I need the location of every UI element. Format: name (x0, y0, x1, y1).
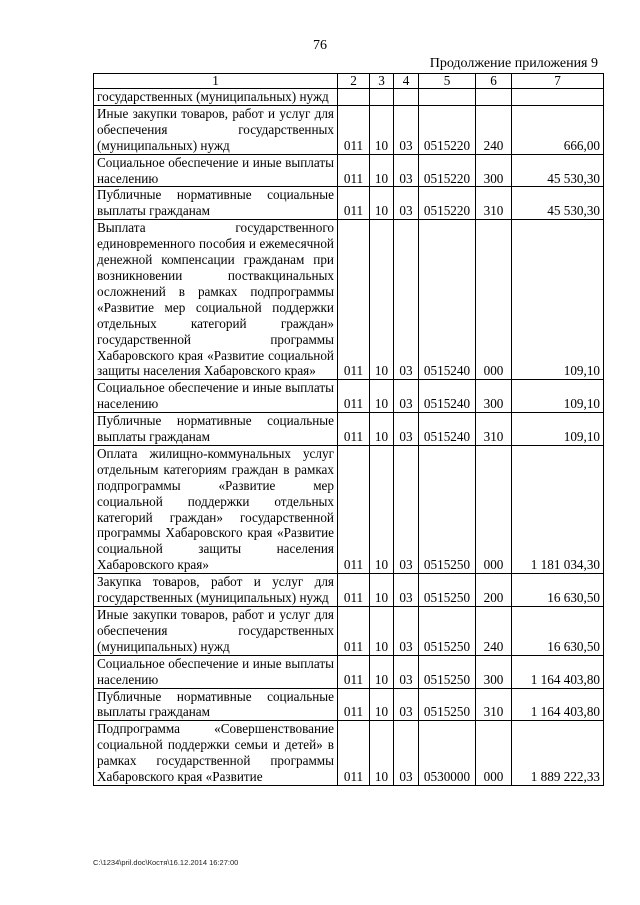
row-name-cell: Социальное обеспечение и иные выплаты населению (94, 655, 338, 688)
page-number: 76 (313, 38, 327, 53)
target-article-cell: 0515220 (419, 187, 476, 220)
row-name-cell: Выплата государственного единовременного пособия и ежемесячной денежной компенсации гражданам при возникновении поствакцинальных осложнений в рамках подпрограммы «Развитие мер социальной поддержки отдельных категорий граждан» государственной программы Хабаровского края «Развитие социальной защиты населения Хабаровского края» (94, 220, 338, 380)
ministry-code-cell: 011 (338, 655, 370, 688)
subsection-code-cell: 03 (394, 607, 419, 656)
target-article-cell: 0515250 (419, 655, 476, 688)
target-article-cell: 0530000 (419, 721, 476, 786)
ministry-code-cell: 011 (338, 413, 370, 446)
table-row (94, 89, 604, 106)
table-row (94, 607, 604, 656)
header-col-5: 5 (419, 74, 476, 89)
amount-cell: 1 181 034,30 (512, 445, 604, 573)
ministry-code-cell: 011 (338, 380, 370, 413)
ministry-code-cell: 011 (338, 688, 370, 721)
header-col-7: 7 (512, 74, 604, 89)
expense-type-cell: 300 (476, 380, 512, 413)
subsection-code-cell: 03 (394, 105, 419, 154)
table-header-row (94, 74, 604, 89)
row-name-cell: Иные закупки товаров, работ и услуг для обеспечения государственных (муниципальных) нужд (94, 607, 338, 656)
section-code-cell: 10 (370, 187, 394, 220)
section-code-cell: 10 (370, 721, 394, 786)
subsection-code-cell: 03 (394, 445, 419, 573)
section-code-cell: 10 (370, 105, 394, 154)
table-row (94, 445, 604, 573)
amount-cell: 109,10 (512, 380, 604, 413)
row-name-cell: Оплата жилищно-коммунальных услуг отдельным категориям граждан в рамках подпрограммы «Развитие мер социальной поддержки отдельных категорий граждан» государственной программы Хабаровского края «Развитие социальной защиты населения Хабаровского края» (94, 445, 338, 573)
ministry-code-cell: 011 (338, 607, 370, 656)
subsection-code-cell: 03 (394, 413, 419, 446)
section-code-cell: 10 (370, 607, 394, 656)
subsection-code-cell: 03 (394, 721, 419, 786)
section-code-cell: 10 (370, 220, 394, 380)
row-name-cell: Социальное обеспечение и иные выплаты населению (94, 154, 338, 187)
amount-cell: 109,10 (512, 413, 604, 446)
expense-type-cell: 240 (476, 105, 512, 154)
expense-type-cell: 300 (476, 655, 512, 688)
expense-type-cell: 200 (476, 574, 512, 607)
row-name-cell: государственных (муниципальных) нужд (94, 89, 338, 106)
table-row (94, 413, 604, 446)
section-code-cell: 10 (370, 154, 394, 187)
expense-type-cell: 000 (476, 220, 512, 380)
row-name-cell: Подпрограмма «Совершенствование социальной поддержки семьи и детей» в рамках государственной программы Хабаровского края «Развитие (94, 721, 338, 786)
row-name-cell: Публичные нормативные социальные выплаты гражданам (94, 187, 338, 220)
subsection-code-cell: 03 (394, 574, 419, 607)
row-name-cell: Публичные нормативные социальные выплаты гражданам (94, 413, 338, 446)
target-article-cell: 0515240 (419, 413, 476, 446)
row-name-cell: Публичные нормативные социальные выплаты гражданам (94, 688, 338, 721)
expense-type-cell: 310 (476, 413, 512, 446)
table-row (94, 574, 604, 607)
header-col-3: 3 (370, 74, 394, 89)
section-code-cell: 10 (370, 413, 394, 446)
subsection-code-cell (394, 89, 419, 106)
expense-type-cell (476, 89, 512, 106)
table-body (94, 89, 604, 786)
continuation-label: Продолжение приложения 9 (429, 56, 598, 71)
header-col-6: 6 (476, 74, 512, 89)
amount-cell: 16 630,50 (512, 607, 604, 656)
amount-cell: 45 530,30 (512, 154, 604, 187)
ministry-code-cell: 011 (338, 721, 370, 786)
ministry-code-cell: 011 (338, 187, 370, 220)
ministry-code-cell (338, 89, 370, 106)
table-row (94, 105, 604, 154)
header-col-2: 2 (338, 74, 370, 89)
target-article-cell: 0515250 (419, 574, 476, 607)
section-code-cell: 10 (370, 380, 394, 413)
table-row (94, 220, 604, 380)
table-row (94, 154, 604, 187)
header-col-4: 4 (394, 74, 419, 89)
target-article-cell (419, 89, 476, 106)
target-article-cell: 0515220 (419, 154, 476, 187)
row-name-cell: Иные закупки товаров, работ и услуг для обеспечения государственных (муниципальных) нужд (94, 105, 338, 154)
amount-cell: 1 889 222,33 (512, 721, 604, 786)
ministry-code-cell: 011 (338, 154, 370, 187)
section-code-cell: 10 (370, 655, 394, 688)
section-code-cell: 10 (370, 688, 394, 721)
expense-type-cell: 000 (476, 445, 512, 573)
table-row (94, 187, 604, 220)
expense-type-cell: 310 (476, 187, 512, 220)
subsection-code-cell: 03 (394, 688, 419, 721)
ministry-code-cell: 011 (338, 105, 370, 154)
subsection-code-cell: 03 (394, 220, 419, 380)
target-article-cell: 0515250 (419, 688, 476, 721)
footer-file-path: C:\1234\pril.doc\Костя\16.12.2014 16:27:00 (93, 858, 239, 867)
amount-cell: 666,00 (512, 105, 604, 154)
target-article-cell: 0515250 (419, 607, 476, 656)
ministry-code-cell: 011 (338, 220, 370, 380)
target-article-cell: 0515240 (419, 380, 476, 413)
expense-type-cell: 000 (476, 721, 512, 786)
amount-cell: 1 164 403,80 (512, 655, 604, 688)
subsection-code-cell: 03 (394, 187, 419, 220)
header-col-1: 1 (94, 74, 338, 89)
section-code-cell: 10 (370, 445, 394, 573)
subsection-code-cell: 03 (394, 655, 419, 688)
expense-type-cell: 240 (476, 607, 512, 656)
target-article-cell: 0515220 (419, 105, 476, 154)
budget-table (93, 73, 604, 786)
amount-cell: 45 530,30 (512, 187, 604, 220)
row-name-cell: Социальное обеспечение и иные выплаты населению (94, 380, 338, 413)
expense-type-cell: 300 (476, 154, 512, 187)
table-row (94, 721, 604, 786)
section-code-cell (370, 89, 394, 106)
target-article-cell: 0515250 (419, 445, 476, 573)
table-row (94, 380, 604, 413)
section-code-cell: 10 (370, 574, 394, 607)
expense-type-cell: 310 (476, 688, 512, 721)
table-row (94, 655, 604, 688)
ministry-code-cell: 011 (338, 445, 370, 573)
ministry-code-cell: 011 (338, 574, 370, 607)
table-row (94, 688, 604, 721)
amount-cell: 16 630,50 (512, 574, 604, 607)
subsection-code-cell: 03 (394, 380, 419, 413)
amount-cell: 1 164 403,80 (512, 688, 604, 721)
subsection-code-cell: 03 (394, 154, 419, 187)
amount-cell (512, 89, 604, 106)
row-name-cell: Закупка товаров, работ и услуг для государственных (муниципальных) нужд (94, 574, 338, 607)
amount-cell: 109,10 (512, 220, 604, 380)
target-article-cell: 0515240 (419, 220, 476, 380)
